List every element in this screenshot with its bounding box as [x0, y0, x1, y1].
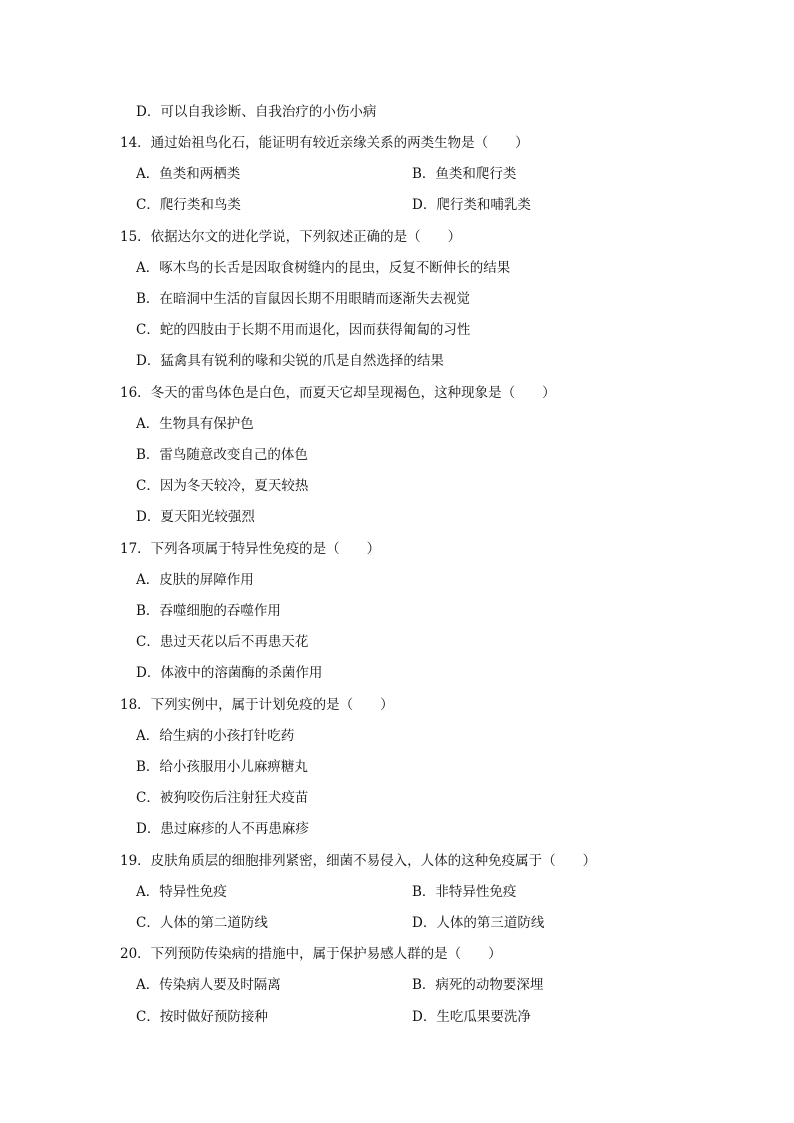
q15-option-d: D．猛禽具有锐利的喙和尖锐的爪是自然选择的结果 [136, 353, 444, 369]
q18-stem: 18．下列实例中，属于计划免疫的是（ ） [120, 697, 394, 713]
q18-option-d: D．患过麻疹的人不再患麻疹 [136, 821, 309, 837]
q19-option-b: B．非特异性免疫 [412, 884, 517, 900]
q17-option-c: C．患过天花以后不再患天花 [136, 634, 309, 650]
q18-option-b: B．给小孩服用小儿麻痹糖丸 [136, 759, 308, 775]
q19-option-c: C．人体的第二道防线 [136, 915, 268, 931]
q20-option-d: D．生吃瓜果要洗净 [412, 1009, 531, 1025]
q15-stem: 15．依据达尔文的进化学说，下列叙述正确的是（ ） [120, 229, 462, 245]
q20-option-a: A．传染病人要及时隔离 [136, 977, 281, 993]
q14-option-c: C．爬行类和鸟类 [136, 197, 241, 213]
q17-option-d: D．体液中的溶菌酶的杀菌作用 [136, 665, 323, 681]
q17-option-b: B．吞噬细胞的吞噬作用 [136, 603, 281, 619]
q20-stem: 20．下列预防传染病的措施中，属于保护易感人群的是（ ） [120, 946, 502, 962]
q16-stem: 16．冬天的雷鸟体色是白色，而夏天它却呈现褐色，这种现象是（ ） [120, 385, 556, 401]
q14-option-b: B．鱼类和爬行类 [412, 166, 517, 182]
q16-option-c: C．因为冬天较冷，夏天较热 [136, 478, 309, 494]
q19-option-a: A．特异性免疫 [136, 884, 227, 900]
q15-option-c: C．蛇的四肢由于长期不用而退化，因而获得匍匐的习性 [136, 322, 471, 338]
q16-option-d: D．夏天阳光较强烈 [136, 509, 255, 525]
q16-option-a: A．生物具有保护色 [136, 416, 254, 432]
q15-option-b: B．在暗洞中生活的盲鼠因长期不用眼睛而逐渐失去视觉 [136, 291, 470, 307]
q17-stem: 17．下列各项属于特异性免疫的是（ ） [120, 541, 381, 557]
q19-stem: 19．皮肤角质层的细胞排列紧密，细菌不易侵入，人体的这种免疫属于（ ） [120, 853, 597, 869]
q15-option-a: A．啄木鸟的长舌是因取食树缝内的昆虫，反复不断伸长的结果 [136, 260, 511, 276]
q19-option-d: D．人体的第三道防线 [412, 915, 545, 931]
q20-option-c: C．按时做好预防接种 [136, 1009, 268, 1025]
q18-option-c: C．被狗咬伤后注射狂犬疫苗 [136, 790, 309, 806]
q14-option-a: A．鱼类和两栖类 [136, 166, 241, 182]
q13-option-d: D．可以自我诊断、自我治疗的小伤小病 [136, 104, 377, 120]
q14-option-d: D．爬行类和哺乳类 [412, 197, 531, 213]
q14-stem: 14．通过始祖鸟化石，能证明有较近亲缘关系的两类生物是（ ） [120, 135, 529, 151]
q16-option-b: B．雷鸟随意改变自己的体色 [136, 447, 308, 463]
q17-option-a: A．皮肤的屏障作用 [136, 572, 254, 588]
q20-option-b: B．病死的动物要深埋 [412, 977, 544, 993]
q18-option-a: A．给生病的小孩打针吃药 [136, 728, 295, 744]
